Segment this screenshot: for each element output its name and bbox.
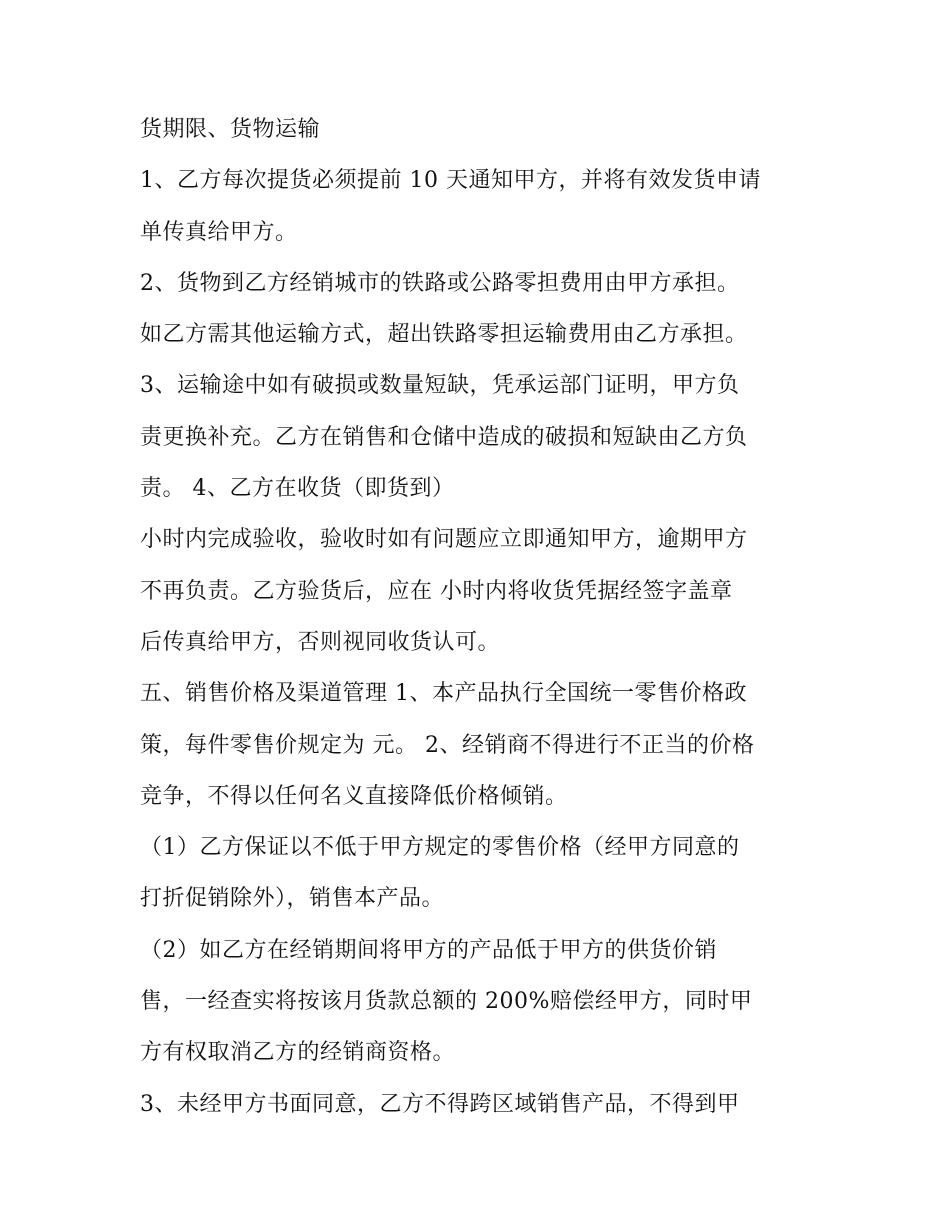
document-body [140,104,830,1130]
text-line: 1、乙方每次提货必须提前 10 天通知甲方，并将有效发货申请 [140,168,761,194]
text-line: 售，一经查实将按该月货款总额的 200%赔偿经甲方，同时甲 [140,989,753,1015]
text-line: 不再负责。乙方验货后，应在 小时内将收货凭据经签字盖章 [140,578,733,604]
text-line: 竞争，不得以任何名义直接降低价格倾销。 [140,783,568,809]
text-line: 如乙方需其他运输方式，超出铁路零担运输费用由乙方承担。 [140,322,748,348]
text-line: 3、运输途中如有破损或数量短缺，凭承运部门证明，甲方负 [140,373,740,399]
text-line: 后传真给甲方，否则视同收货认可。 [140,629,501,655]
text-line: （1）乙方保证以不低于甲方规定的零售价格（经甲方同意的 [140,835,740,861]
text-line: 方有权取消乙方的经销商资格。 [140,1040,456,1066]
text-line: 小时内完成验收，验收时如有问题应立即通知甲方，逾期甲方 [140,527,748,553]
text-line: 责更换补充。乙方在销售和仓储中造成的破损和短缺由乙方负 [140,424,748,450]
text-line: 货期限、货物运输 [140,117,321,142]
text-line: 策，每件零售价规定为 元。 2、经销商不得进行不正当的价格 [140,732,755,758]
text-line: 3、未经甲方书面同意，乙方不得跨区域销售产品，不得到甲 [140,1091,740,1117]
text-line: 2、货物到乙方经销城市的铁路或公路零担费用由甲方承担。 [140,270,740,296]
text-line: （2）如乙方在经销期间将甲方的产品低于甲方的供货价销 [140,937,717,963]
text-line: 单传真给甲方。 [140,219,298,245]
text-line: 打折促销除外），销售本产品。 [140,886,445,912]
text-line: 责。 4、乙方在收货（即货到） [140,476,455,502]
text-line: 五、销售价格及渠道管理 1、本产品执行全国统一零售价格政 [140,681,747,707]
